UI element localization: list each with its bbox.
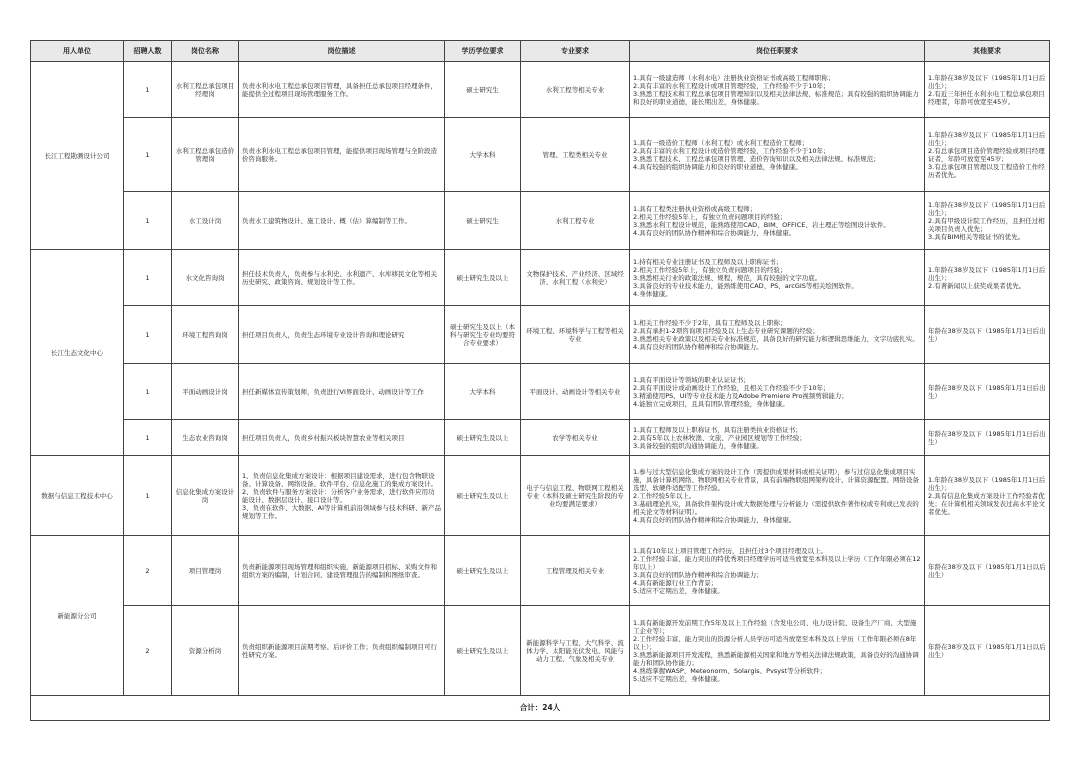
requirement-line: 2.具有丰富的水利工程设计或项目管理经验，工作经验不少于10年； [633,81,830,90]
requirement-line: 2.具有5年以上农林牧渔、文旅、产业园区规划等工作经验； [633,433,806,442]
requirements-cell [630,364,925,420]
requirement-line: 4.具有良好的团队协作精神和综合协调能力，身体健康。 [633,228,796,237]
requirement-line: 1.具有新能源开发前期工作5年及以上工作经验（含发电公司、电力设计院、设备生产厂商、大型施工企业等）； [633,618,917,635]
count-cell: 1 [124,250,172,306]
other-requirement-line: 年龄在38岁及以下（1985年1月1日后出生） [928,383,1046,400]
table-row [31,364,1050,420]
description-cell: 负责新能源项目现场管理和组织实施，新能源项目招标、采购文件和组织方案的编制，计划合同、建设管理报告的编制和图纸审查。 [239,536,445,606]
requirements-cell [630,118,925,192]
position-cell: 水文化咨询岗 [172,250,239,306]
requirement-line: 4.身体健康。 [633,289,672,298]
other-requirement-line: 1.年龄在38岁及以下（1985年1月1日后出生）； [928,200,1046,217]
header-position: 岗位名称 [172,41,239,62]
unit-cell: 数据与信息工程技术中心 [31,456,124,536]
count-cell: 1 [124,306,172,364]
requirement-line: 1.具有一级建造师（水利水电）注册执业资格证书或高级工程师职称； [633,73,835,82]
major-cell: 电子与信息工程、物联网工程相关专业（本科及硕士研究生阶段的专业均要满足要求） [521,456,630,536]
count-cell: 1 [124,192,172,250]
requirement-line: 3.精通使用PS、UI等专业技术能力及Adobe Premiere Pro视频剪辑能力； [633,391,848,400]
description-cell: 担任新媒体宣传策划师，负责进行VI界面设计、动画设计等工作 [239,364,445,420]
other-requirement-line: 2.具有信息化集成方案设计工作经验者优先；在计算机相关领域发表过高水平论文者优先。 [928,491,1045,516]
requirements-cell [630,62,925,118]
other-requirement-line: 1.年龄在38岁及以下（1985年1月1日后出生）； [928,73,1046,90]
requirement-line: 4.具有良好的团队协作精神和综合协调能力，身体健康。 [633,515,796,524]
header-requirements: 岗位任职要求 [630,41,925,62]
header-education: 学历学位要求 [445,41,521,62]
other-requirements-cell [925,536,1050,606]
requirement-line: 4.具有较强的组织协调能力和良好的职业道德，身体健康。 [633,162,802,171]
count-cell: 1 [124,62,172,118]
requirement-line: 2.工作经验5年以上。 [633,491,696,500]
table-row [31,118,1050,192]
requirement-line: 3.熟悉工程技术、工程总承包项目管理、造价咨询知识以及相关法律法规、标准规范； [633,154,880,163]
other-requirement-line: 1.年龄在38岁及以下（1985年1月1日后出生）； [928,265,1046,282]
major-cell: 农学等相关专业 [521,420,630,456]
requirements-cell [630,250,925,306]
requirements-cell [630,192,925,250]
requirement-line: 1.具有10年以上项目管理工作经历，且担任过3个项目经理及以上。 [633,546,828,555]
recruitment-sheet [30,40,1049,721]
requirement-line: 4.具有良好的团队协作精神和综合协调能力。 [633,342,763,351]
requirement-line: 1.具有工程类注册执业资格或高级工程师； [633,204,757,213]
requirement-line: 1.参与过大型信息化集成方案的设计工作（需提供成果材料或相关证明），参与过信息化集成项目实施，具备计算机网络、物联网相关专业背景，具有前端物联组网架构设计、计算资源配置、网络设备选型、软硬件适配等工作经验。 [633,467,919,492]
table-row [31,306,1050,364]
other-requirement-line: 年龄在38岁及以下（1985年1月1日以后出生） [928,642,1046,659]
table-row [31,420,1050,456]
position-cell: 信息化集成方案设计岗 [172,456,239,536]
requirements-cell [630,420,925,456]
count-cell: 1 [124,456,172,536]
requirement-line: 2.相关工作经验5年上，有独立负责问题项目的经验； [633,265,787,274]
header-major: 专业要求 [521,41,630,62]
other-requirement-line: 1.年龄在38岁及以下（1985年1月1日后出生）； [928,475,1046,492]
count-cell: 2 [124,536,172,606]
table-row [31,62,1050,118]
other-requirement-line: 年龄在38岁及以下（1985年1月1日后出生） [928,326,1046,343]
other-requirement-line: 2.有近三年担任水利水电工程总承包项目经理者，年龄可放宽至45岁。 [928,89,1045,106]
requirement-line: 1.具有平面设计等领域的职业认证证书； [633,375,750,384]
requirements-cell [630,536,925,606]
count-cell: 1 [124,420,172,456]
requirements-cell [630,306,925,364]
description-cell: 担任项目负责人，负责生态环境专业设计咨询和理论研究 [239,306,445,364]
table-row [31,250,1050,306]
unit-cell: 长江工程勘测设计公司 [31,62,124,250]
requirement-line: 1.持有相关专业注册证书及工程师及以上职称证书； [633,257,783,266]
description-cell: 担任项目负责人，负责乡村振兴板块智慧农业等相关项目 [239,420,445,456]
other-requirement-line: 年龄在38岁及以下（1985年1月1日后出生） [928,429,1046,446]
description-cell: 负责水利水电工程总承包项目管理，具备担任总承包项目经理条件，能提供全过程项目现场管理服务工作。 [239,62,445,118]
other-requirements-cell [925,192,1050,250]
education-cell: 大学本科 [445,118,521,192]
requirement-line: 3.熟悉相关专业政策以及相关专业标准规范，具备良好的研究能力和逻辑思维能力，文字功底扎实。 [633,334,919,343]
education-cell: 硕士研究生及以上 [445,536,521,606]
requirement-line: 5.适应不定期出差，身体健康。 [633,586,724,595]
description-cell: 担任技术负责人，负责参与水利史、水利遗产、水库移民文化等相关历史研究、政策咨询、规划设计等工作。 [239,250,445,306]
requirement-line: 2.工作经验丰富、能力突出的资源分析人员学历可适当放宽至本科及以上学历（工作年限必须在8年以上）； [633,634,917,651]
major-cell: 环境工程、环境科学与工程等相关专业 [521,306,630,364]
requirement-line: 1.具有工程师及以上职称证书，具有注册类执业资格证书； [633,425,802,434]
table-row [31,456,1050,536]
major-cell: 文物保护技术、产业经济、区域经济、水利工程（水利史） [521,250,630,306]
header-description: 岗位描述 [239,41,445,62]
description-cell: 负责水利水电工程总承包项目管理，能提供项目现场管理与全阶段造价咨询服务。 [239,118,445,192]
requirement-line: 3.熟悉工程技术和工程总承包项目管理知识以及相关法律法规、标准规范；具有较强的组织协调能力和良好的职业道德，能长期出差，身体健康。 [633,89,919,106]
education-cell: 硕士研究生及以上（本科与研究生专业均要符合专业要求） [445,306,521,364]
header-row [31,41,1050,62]
requirement-line: 3.熟悉相关行业的政策法规、规程、规范，具有较强的文字功底。 [633,273,822,282]
other-requirement-line: 2.有著新闻以上获奖成果者优先。 [928,281,1026,290]
other-requirements-cell [925,606,1050,696]
position-cell: 水工设计岗 [172,192,239,250]
requirement-line: 2.具有平面设计或动画设计工作经验，且相关工作经验不少于10年； [633,383,830,392]
total-cell: 合计：24人 [31,696,1050,721]
requirement-line: 1.相关工作经验不少于2年，具有工程师及以上职称； [633,318,787,327]
other-requirements-cell [925,118,1050,192]
count-cell: 1 [124,364,172,420]
position-cell: 水利工程总承包造价管理岗 [172,118,239,192]
description-cell: 负责组织新能源项目前期考察、后评价工作；负责组织编制项目可行性研究方案。 [239,606,445,696]
requirements-cell [630,456,925,536]
requirement-line: 3.具备良好的专业技术能力，能熟练使用CAD、PS、arcGIS等相关绘图软件。 [633,281,858,290]
requirement-line: 2.具有丰富的水利工程设计或造价管理经验，工作经验不少于10年； [633,146,830,155]
recruitment-table [30,40,1050,721]
other-requirements-cell [925,420,1050,456]
requirement-line: 2.相关工作经验5年上，有独立负责问题项目的经验； [633,212,787,221]
major-cell: 水利工程等相关专业 [521,62,630,118]
requirement-line: 4.具有新能源行业工作背景； [633,578,718,587]
other-requirement-line: 3.具有BIM相关等级证书的优先。 [928,232,1025,241]
table-row [31,192,1050,250]
description-cell: 1、负责信息化集成方案设计：根据项目建设需求，进行包含物联设备、计算设备、网络设备、软件平台、信息化施工的集成方案设计。 2、负责软件与服务方案设计：分析客户业务需求，进行软件应用功能设计、数据层设计、接口设计等。 3、负责在软件、大数据、AI等计算机前沿领域参与技术科研、新产品规划等工作。 [239,456,445,536]
position-cell: 项目管理岗 [172,536,239,606]
requirement-line: 3.熟悉新能源项目开发流程，熟悉新能源相关国家和地方等相关法律法规政策，具备良好的沟通协调能力和团队协作能力； [633,650,919,667]
position-cell: 平面动画设计岗 [172,364,239,420]
count-cell: 2 [124,606,172,696]
education-cell: 硕士研究生及以上 [445,456,521,536]
header-other: 其他要求 [925,41,1050,62]
table-row [31,536,1050,606]
unit-cell: 新能源分公司 [31,536,124,696]
header-unit: 用人单位 [31,41,124,62]
table-row [31,606,1050,696]
position-cell: 水利工程总承包项目经理岗 [172,62,239,118]
other-requirements-cell [925,250,1050,306]
requirement-line: 3.具备较强的组织沟通协调能力，身体健康。 [633,441,763,450]
major-cell: 平面设计、动画设计等相关专业 [521,364,630,420]
other-requirements-cell [925,364,1050,420]
requirement-line: 4.熟练掌握WASP、Meteonorm、Solargis、Pvsyst等分析软件； [633,666,827,675]
position-cell: 环境工程咨询岗 [172,306,239,364]
education-cell: 大学本科 [445,364,521,420]
position-cell: 生态农业咨询岗 [172,420,239,456]
other-requirements-cell [925,456,1050,536]
requirement-line: 2.具有承担1-2项咨询项目经验及以上生态专业研究课题的经验； [633,326,819,335]
unit-cell: 长江生态文化中心 [31,250,124,456]
requirement-line: 3.基础理论扎实，具备软件架构设计或大数据处理与分析能力（需提供软件著作权或专利或已发表的相关论文等材料证明）。 [633,499,919,516]
major-cell: 新能源科学与工程、大气科学、流体力学、太阳能光伏发电、风能与动力工程、气象及相关专业 [521,606,630,696]
other-requirement-line: 1.年龄在38岁及以下（1985年1月1日后出生）； [928,130,1046,147]
other-requirement-line: 2.有总承包项目造价管理经验或项目经理证者，年龄可放宽至45岁； [928,146,1045,163]
requirement-line: 4.能独立完成项目，且具有团队管理经验，身体健康。 [633,399,789,408]
major-cell: 水利工程专业 [521,192,630,250]
other-requirement-line: 2.具有甲级设计院工作经历，且担任过相关项目负责人优先； [928,216,1045,233]
requirement-line: 3.具有良好的团队协作精神和综合协调能力； [633,570,763,579]
other-requirement-line: 3.有总承包项目管理以及工程造价工作经历者优先。 [928,162,1045,179]
major-cell: 工程管理及相关专业 [521,536,630,606]
requirement-line: 1.具有一级造价工程师（水利工程）或水利工程造价工程师； [633,138,809,147]
other-requirements-cell [925,306,1050,364]
requirement-line: 2.工作经验丰富、能力突出的特优秀项目经理学历可适当放宽至本科及以上学历（工作年限必须在12年以上） [633,554,921,571]
requirements-cell [630,606,925,696]
total-row [31,696,1050,721]
requirement-line: 3.熟悉水利工程设计规范，能熟练使用CAD、BIM、OFFICE、岩土理正等绘图设计软件。 [633,220,890,229]
description-cell: 负责水工建筑物设计、施工设计、概（估）算编制等工作。 [239,192,445,250]
position-cell: 资源分析岗 [172,606,239,696]
education-cell: 硕士研究生 [445,62,521,118]
requirement-line: 5.适应不定期出差，身体健康。 [633,674,724,683]
education-cell: 硕士研究生及以上 [445,250,521,306]
education-cell: 硕士研究生 [445,192,521,250]
education-cell: 硕士研究生及以上 [445,420,521,456]
education-cell: 硕士研究生及以上 [445,606,521,696]
count-cell: 1 [124,118,172,192]
header-count: 招聘人数 [124,41,172,62]
other-requirement-line: 年龄在38岁及以下（1985年1月1日以后出生） [928,562,1046,579]
other-requirements-cell [925,62,1050,118]
major-cell: 管理、工程类相关专业 [521,118,630,192]
